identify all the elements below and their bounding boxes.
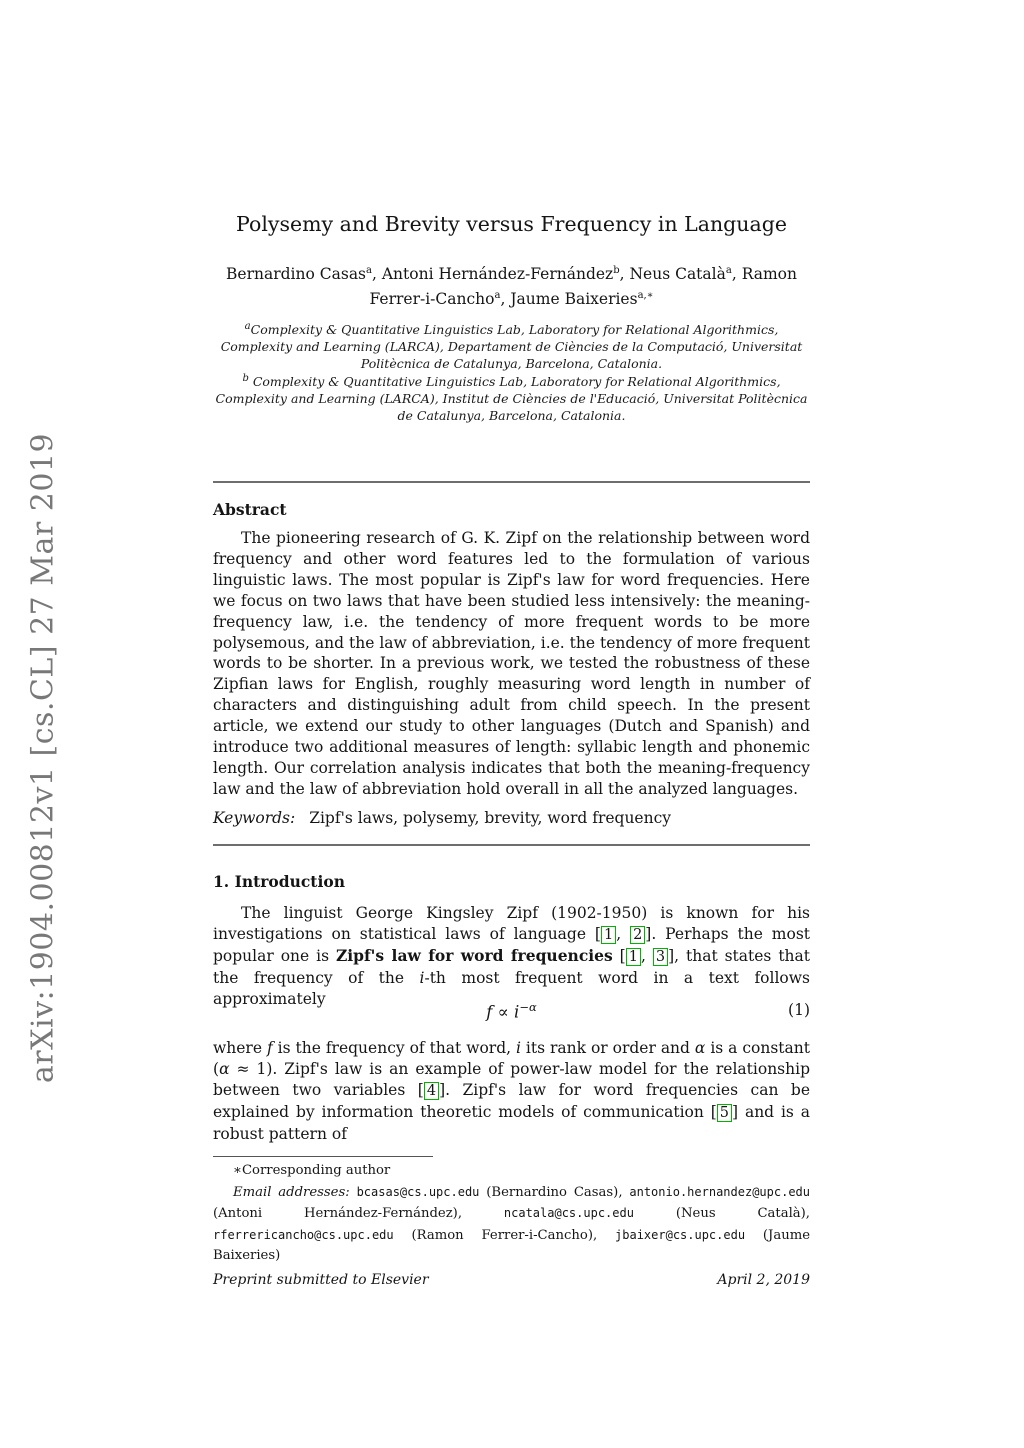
paper-title: Polysemy and Brevity versus Frequency in Language <box>236 212 787 236</box>
author-list <box>213 262 810 312</box>
affiliation-text: Complexity & Quantitative Linguistics Lab, Laboratory for Relational Algorithmics, Complexity and Learning (LARCA), Departament de Ciències de la Computació, Universitat Politècnica de Catalunya, Barcelona, Catalonia. <box>220 322 803 372</box>
math-variable-i: i <box>419 968 425 987</box>
email-owner: (Antoni Hernández-Fernández), <box>213 1206 504 1221</box>
paragraph-text: , <box>616 924 631 943</box>
paragraph-text: [ <box>612 946 626 965</box>
email-link[interactable]: antonio.hernandez@upc.edu <box>629 1184 810 1199</box>
footnote-rule <box>213 1156 433 1157</box>
page-content <box>213 0 810 1448</box>
citation-link-4[interactable]: 4 <box>424 1082 439 1100</box>
affiliation-line-a <box>213 320 810 372</box>
email-link[interactable]: ncatala@cs.upc.edu <box>503 1206 634 1220</box>
abstract-body <box>213 528 810 800</box>
page-footer <box>213 1272 810 1288</box>
author-affiliation-marker: b <box>613 264 620 276</box>
author-affiliation-marker: a <box>494 289 501 301</box>
keywords-line <box>213 809 810 827</box>
email-addresses-note <box>213 1182 810 1267</box>
keywords-text: Zipf's laws, polysemy, brevity, word frequency <box>309 809 672 827</box>
abstract-bottom-rule <box>213 844 810 846</box>
footer-preprint-note: Preprint submitted to Elsevier <box>213 1272 429 1288</box>
author-separator: , <box>731 265 742 283</box>
math-variable-i: i <box>514 1002 520 1022</box>
affiliation-text: Complexity & Quantitative Linguistics Lab, Laboratory for Relational Algorithmics, Complexity and Learning (LARCA), Institut de Ciències de l'Educació, Universitat Politècnica de Catalunya, Barcelona, Catalonia. <box>215 374 808 424</box>
paragraph-text: , <box>640 946 653 965</box>
citation-link-1[interactable]: 1 <box>601 926 616 944</box>
author-name: Ramon Ferrer-i-Cancho <box>369 265 797 308</box>
paragraph-text: ]. Zipf's law for word frequencies can be explained by information theoretic models of communication [ <box>213 1080 811 1121</box>
abstract-text: The pioneering research of G. K. Zipf on the relationship between word frequency and other word features led to the formulation of various linguistic laws. The most popular is Zipf's law for word frequencies. Here we focus on two laws that have been studied less intensively: the meaning-frequency law, i.e. the tendency of more frequent words to be more polysemous, and the law of abbreviation, i.e. the tendency of more frequent words to be shorter. In a previous work, we tested the robustness of these Zipfian laws for English, roughly measuring word length in number of characters and distinguishing adult from child speech. In the present article, we extend our study to other languages (Dutch and Spanish) and introduce two additional measures of length: syllabic length and phonemic length. Our correlation analysis indicates that both the meaning-frequency law and the law of abbreviation hold overall in all the analyzed languages. <box>213 529 810 798</box>
author-affiliation-marker: a,∗ <box>637 289 654 301</box>
paragraph-text: ] and is a robust pattern of <box>213 1102 810 1143</box>
email-owner: (Ramon Ferrer-i-Cancho), <box>393 1227 616 1243</box>
bold-phrase-zipfs-law: Zipf's law for word frequencies <box>335 945 613 965</box>
math-variable-alpha: α <box>694 1039 706 1057</box>
equation-1 <box>213 1000 810 1026</box>
author-name: Bernardino Casas <box>226 265 367 283</box>
affiliation-line-b <box>213 372 810 424</box>
intro-paragraph-2 <box>213 1038 810 1145</box>
math-variable-f: f <box>266 1039 273 1057</box>
email-owner: (Neus Català), <box>633 1206 810 1221</box>
citation-link-3[interactable]: 3 <box>653 948 668 966</box>
author-affiliation-marker: a <box>725 264 732 276</box>
email-link[interactable]: bcasas@cs.upc.edu <box>356 1184 480 1199</box>
affiliation-marker: a <box>244 321 251 332</box>
paragraph-text: its rank or order and <box>520 1039 695 1057</box>
abstract-heading: Abstract <box>213 500 287 519</box>
email-link[interactable]: jbaixer@cs.upc.edu <box>615 1227 746 1242</box>
author-separator: , <box>371 265 382 283</box>
paragraph-text: ], that states that the frequency of the <box>213 946 810 987</box>
paragraph-text: is the frequency of that word, <box>272 1039 516 1057</box>
footnote-block <box>213 1156 810 1267</box>
author-separator: , <box>500 289 511 308</box>
citation-link-2[interactable]: 2 <box>630 926 645 944</box>
proportional-symbol: ∝ <box>492 1002 515 1022</box>
author-affiliation-marker: a <box>366 264 372 276</box>
paragraph-text: ≈ 1). Zipf's law is an example of power-law model for the relationship between two variables [ <box>213 1059 810 1099</box>
math-exponent: −α <box>519 1000 537 1014</box>
author-name: Neus Català <box>629 265 726 283</box>
corresponding-author-note: ∗Corresponding author <box>233 1163 391 1178</box>
email-link[interactable]: rferrericancho@cs.upc.edu <box>213 1227 394 1242</box>
math-variable-f: f <box>486 1002 493 1022</box>
spacer <box>350 1185 357 1200</box>
intro-paragraph-1 <box>213 903 810 1010</box>
email-owner: (Bernardino Casas), <box>479 1184 630 1200</box>
paragraph-text: where <box>213 1039 267 1057</box>
equation-formula <box>213 1000 810 1022</box>
section-heading-introduction: 1. Introduction <box>213 872 345 891</box>
math-variable-alpha: α <box>219 1059 230 1078</box>
citation-link-1b[interactable]: 1 <box>626 948 641 966</box>
affiliation-block <box>213 320 810 424</box>
abstract-top-rule <box>213 481 810 483</box>
email-owner: (Jaume Baixeries) <box>213 1227 810 1263</box>
citation-link-5[interactable]: 5 <box>717 1104 732 1122</box>
paragraph-text: is a constant ( <box>213 1039 810 1078</box>
footer-date: April 2, 2019 <box>717 1272 810 1288</box>
paragraph-text: ]. Perhaps the most popular one is <box>213 924 811 965</box>
author-name: Jaume Baixeries <box>510 289 638 308</box>
equation-number: (1) <box>788 1001 810 1019</box>
affiliation-marker: b <box>242 373 249 385</box>
arxiv-watermark: arXiv:1904.00812v1 [cs.CL] 27 Mar 2019 <box>25 432 61 1084</box>
keywords-label: Keywords: <box>213 809 296 827</box>
author-separator: , <box>619 265 630 283</box>
paragraph-text: The linguist George Kingsley Zipf (1902-1950) is known for his investigations on statistical laws of language [ <box>213 904 810 943</box>
paragraph-text: -th most frequent word in a text follows approximately <box>213 968 810 1008</box>
email-addresses-label: Email addresses: <box>233 1184 350 1200</box>
math-variable-i: i <box>516 1039 521 1057</box>
author-name: Antoni Hernández-Fernández <box>381 265 614 283</box>
